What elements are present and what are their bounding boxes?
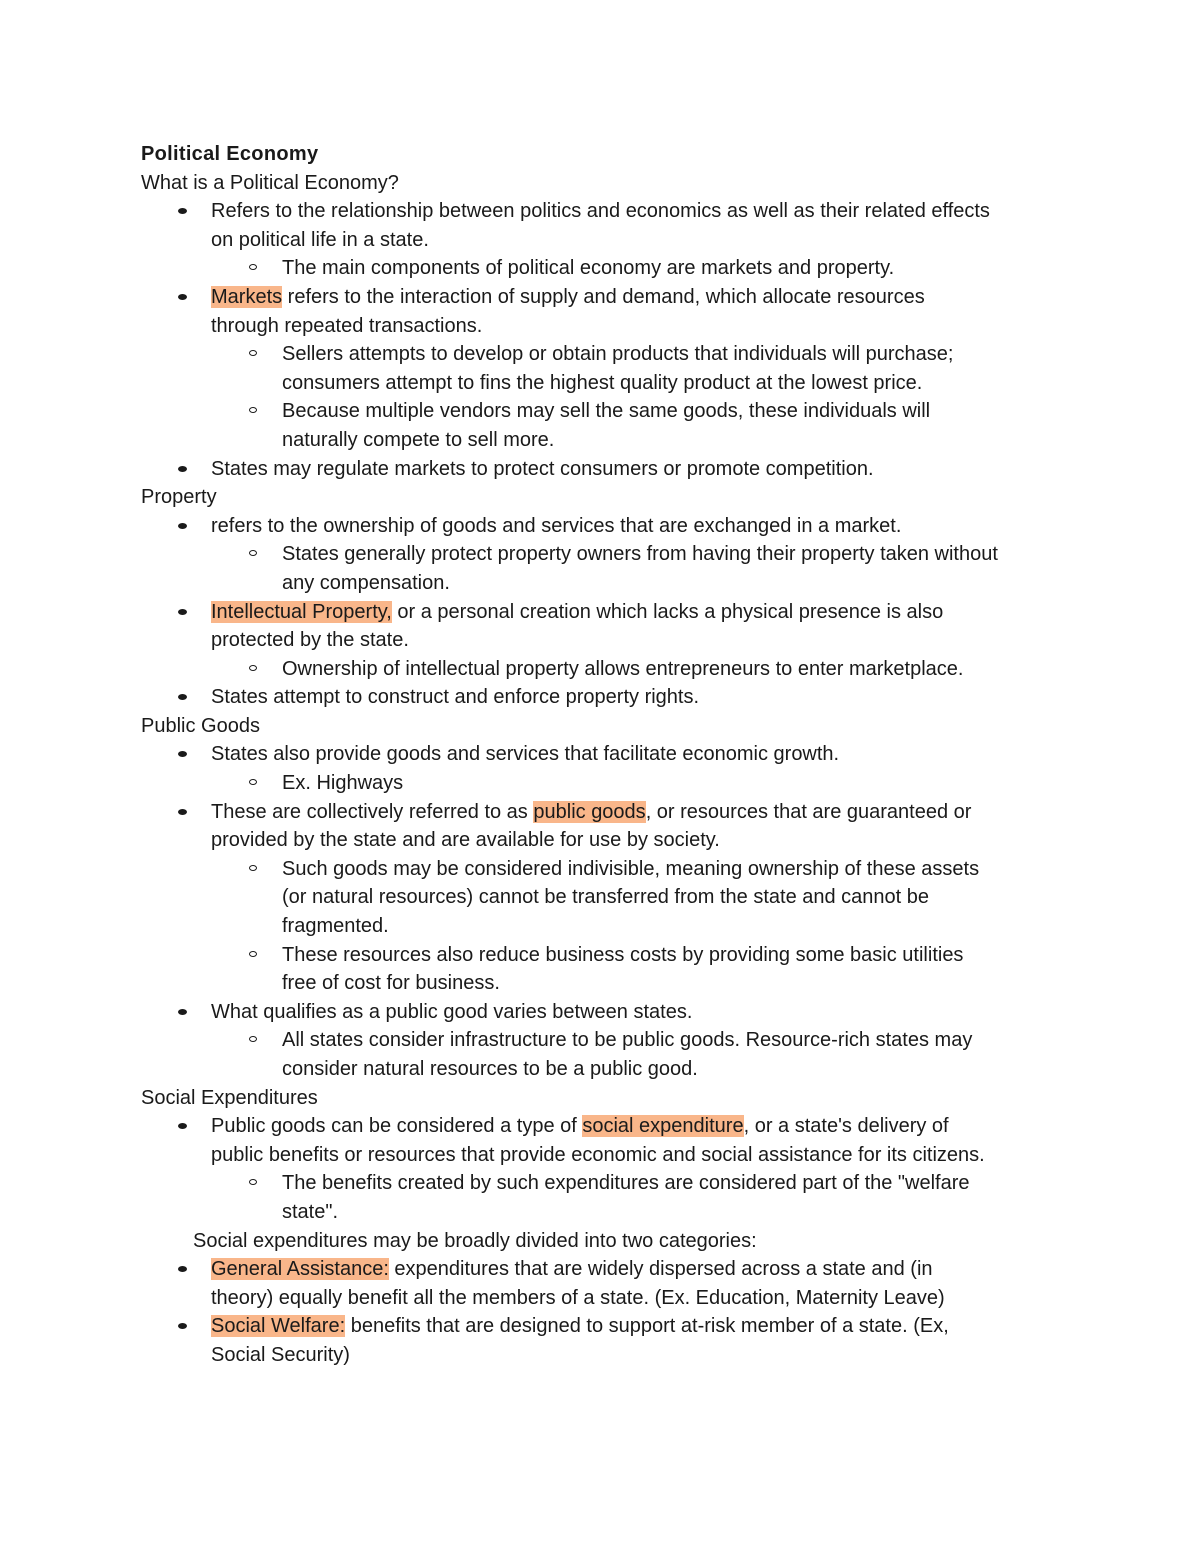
bullet-disc-icon <box>178 1009 187 1015</box>
section-heading-what-is: What is a Political Economy? <box>141 171 399 194</box>
list-item-continuation: theory) equally benefit all the members of a state. (Ex. Education, Maternity Leave) <box>211 1286 945 1309</box>
sub-list-item-continuation: state". <box>282 1200 339 1223</box>
bullet-circle-icon <box>249 951 257 957</box>
document-page <box>141 140 1061 1370</box>
sub-list-item: Ex. Highways <box>141 769 1061 798</box>
bullet-disc-icon <box>178 466 187 472</box>
list-item: Refers to the relationship between politics and economics as well as their related effects <box>141 197 1061 226</box>
sub-list-item: Such goods may be considered indivisible, meaning ownership of these assets <box>141 855 1061 884</box>
bullet-disc-icon <box>178 694 187 700</box>
sub-list-item-continuation: any compensation. <box>282 571 450 594</box>
list-item: refers to the ownership of goods and services that are exchanged in a market. <box>141 512 1061 541</box>
highlighted-term: social expenditure <box>582 1115 744 1138</box>
sub-list-item: Ownership of intellectual property allows entrepreneurs to enter marketplace. <box>141 655 1061 684</box>
list-item: States may regulate markets to protect consumers or promote competition. <box>141 455 1061 484</box>
sub-list-item-continuation: fragmented. <box>282 915 389 938</box>
list-item: Social Welfare: benefits that are designed to support at-risk member of a state. (Ex, <box>141 1312 1061 1341</box>
list-item: States attempt to construct and enforce property rights. <box>141 683 1061 712</box>
highlighted-term: General Assistance: <box>211 1258 389 1281</box>
bullet-disc-icon <box>178 208 187 214</box>
list-item: Intellectual Property, or a personal creation which lacks a physical presence is also <box>141 598 1061 627</box>
bullet-disc-icon <box>178 523 187 529</box>
sub-list-item: The benefits created by such expenditures are considered part of the "welfare <box>141 1169 1061 1198</box>
highlighted-term: Social Welfare: <box>211 1315 346 1338</box>
list-item-continuation: protected by the state. <box>211 629 409 652</box>
sub-list-item-continuation: consumers attempt to fins the highest quality product at the lowest price. <box>282 371 923 394</box>
sub-list-item-continuation: naturally compete to sell more. <box>282 428 555 451</box>
paragraph-text: Social expenditures may be broadly divided into two categories: <box>193 1229 757 1252</box>
sub-list-item: Because multiple vendors may sell the same goods, these individuals will <box>141 397 1061 426</box>
bullet-circle-icon <box>249 350 257 356</box>
sub-list-item-continuation: (or natural resources) cannot be transferred from the state and cannot be <box>282 886 930 909</box>
section-heading-property: Property <box>141 486 217 509</box>
sub-list-item: States generally protect property owners from having their property taken without <box>141 540 1061 569</box>
sub-list-item-continuation: free of cost for business. <box>282 972 500 995</box>
bullet-disc-icon <box>178 751 187 757</box>
list-item-continuation: provided by the state and are available for use by society. <box>211 829 720 852</box>
list-item: Public goods can be considered a type of social expenditure, or a state's delivery of <box>141 1112 1061 1141</box>
bullet-circle-icon <box>249 779 257 785</box>
list-item: What qualifies as a public good varies between states. <box>141 998 1061 1027</box>
bullet-circle-icon <box>249 665 257 671</box>
bullet-circle-icon <box>249 1036 257 1042</box>
bullet-disc-icon <box>178 1266 187 1272</box>
document-title: Political Economy <box>141 143 319 165</box>
bullet-circle-icon <box>249 264 257 270</box>
bullet-circle-icon <box>249 407 257 413</box>
sub-list-item: The main components of political economy are markets and property. <box>141 254 1061 283</box>
bullet-circle-icon <box>249 550 257 556</box>
list-item: These are collectively referred to as public goods, or resources that are guaranteed or <box>141 798 1061 827</box>
sub-list-item: Sellers attempts to develop or obtain products that individuals will purchase; <box>141 340 1061 369</box>
list-item-continuation: on political life in a state. <box>211 228 429 251</box>
bullet-disc-icon <box>178 1323 187 1329</box>
list-item-continuation: public benefits or resources that provide economic and social assistance for its citizens. <box>211 1143 985 1166</box>
bullet-disc-icon <box>178 809 187 815</box>
highlighted-term: public goods <box>533 800 646 823</box>
bullet-circle-icon <box>249 865 257 871</box>
section-heading-public-goods: Public Goods <box>141 714 260 737</box>
list-item: Markets refers to the interaction of supply and demand, which allocate resources <box>141 283 1061 312</box>
bullet-disc-icon <box>178 294 187 300</box>
section-heading-social-expenditures: Social Expenditures <box>141 1086 318 1109</box>
list-item-continuation: Social Security) <box>211 1343 350 1366</box>
list-item: States also provide goods and services that facilitate economic growth. <box>141 740 1061 769</box>
list-item: General Assistance: expenditures that are widely dispersed across a state and (in <box>141 1255 1061 1284</box>
list-item-continuation: through repeated transactions. <box>211 314 483 337</box>
highlighted-term: Intellectual Property, <box>211 600 392 623</box>
highlighted-term: Markets <box>211 285 283 308</box>
sub-list-item: All states consider infrastructure to be public goods. Resource-rich states may <box>141 1026 1061 1055</box>
bullet-disc-icon <box>178 609 187 615</box>
sub-list-item-continuation: consider natural resources to be a public good. <box>282 1058 698 1080</box>
bullet-disc-icon <box>178 1123 187 1129</box>
bullet-circle-icon <box>249 1179 257 1185</box>
sub-list-item: These resources also reduce business costs by providing some basic utilities <box>141 941 1061 970</box>
